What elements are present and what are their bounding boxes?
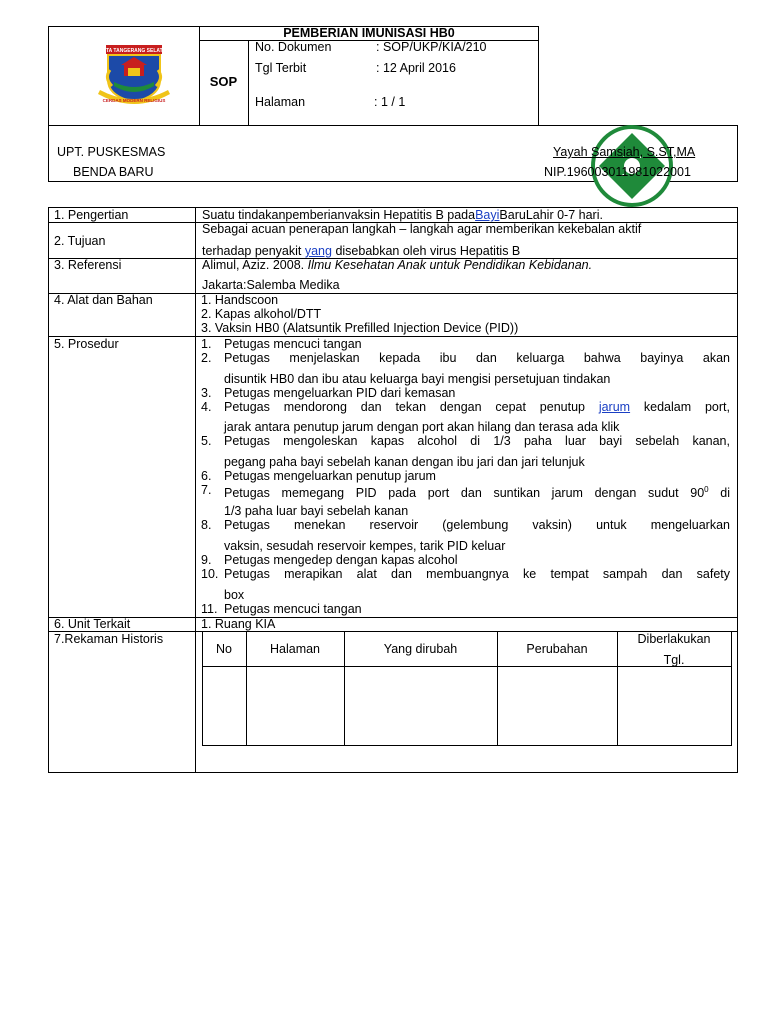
- history-header-perubahan: Perubahan: [526, 642, 588, 656]
- referensi-author: Alimul, Aziz. 2008.: [202, 258, 308, 272]
- label-prosedur: 5. Prosedur: [54, 337, 119, 351]
- history-header-tgl: Tgl.: [663, 653, 685, 667]
- step-number: 10.: [201, 567, 219, 581]
- document-title: PEMBERIAN IMUNISASI HB0: [283, 26, 455, 40]
- text-referensi-line1: [202, 258, 592, 272]
- step-text: Petugas mencuci tangan: [224, 602, 362, 616]
- link-jarum[interactable]: jarum: [598, 400, 631, 414]
- tujuan-line2-b: disebabkan oleh virus Hepatitis B: [331, 244, 521, 258]
- alat-item: 3. Vaksin HB0 (Alatsuntik Prefilled Injection Device (PID)): [201, 321, 519, 335]
- step-text: Petugas mengedep dengan kapas alcohol: [224, 553, 458, 567]
- issue-date-label: Tgl Terbit: [255, 61, 307, 75]
- org-name-line1: UPT. PUSKESMAS: [57, 145, 166, 159]
- step4-text-b: kedalam port,: [630, 400, 730, 414]
- signer-nip: NIP.196003011981022001: [544, 165, 691, 179]
- step-number: 6.: [201, 469, 212, 483]
- step4-text-a: Petugas mendorong dan tekan dengan cepat penutup: [224, 400, 599, 414]
- step-number: 2.: [201, 351, 212, 365]
- step-text: [224, 400, 730, 414]
- history-header-no: No: [216, 642, 232, 656]
- alat-item: 1. Handscoon: [201, 293, 279, 307]
- step-text: Petugas mengoleskan kapas alcohol di 1/3 paha luar bayi sebelah kanan,: [224, 434, 730, 448]
- step-text: [224, 483, 730, 500]
- step-text-cont: 1/3 paha luar bayi sebelah kanan: [224, 504, 409, 518]
- step-text: Petugas menekan reservoir (gelembung vaksin) untuk mengeluarkan: [224, 518, 730, 532]
- pengertian-text-b: BaruLahir 0-7 hari.: [499, 208, 603, 222]
- referensi-book-title: Ilmu Kesehatan Anak untuk Pendidikan Kebidanan.: [307, 258, 593, 272]
- step-text: Petugas mencuci tangan: [224, 337, 362, 351]
- page-label: Halaman: [255, 95, 306, 109]
- label-pengertian: 1. Pengertian: [54, 208, 129, 222]
- text-tujuan-line1: Sebagai acuan penerapan langkah – langkah agar memberikan kekebalan aktif: [202, 222, 642, 236]
- alat-item: 2. Kapas alkohol/DTT: [201, 307, 322, 321]
- step-number: 11.: [201, 602, 218, 616]
- step7-text-b: di: [708, 486, 731, 501]
- city-logo: [92, 40, 176, 110]
- label-referensi: 3. Referensi: [54, 258, 122, 272]
- step-number: 8.: [201, 518, 212, 532]
- text-pengertian: [202, 208, 603, 222]
- history-header-diberlakukan: Diberlakukan: [637, 632, 711, 646]
- doc-number-value: : SOP/UKP/KIA/210: [376, 40, 487, 54]
- step-text: Petugas mengeluarkan penutup jarum: [224, 469, 436, 483]
- page-value: : 1 / 1: [374, 95, 406, 109]
- issue-date-value: : 12 April 2016: [376, 61, 456, 75]
- step-number: 9.: [201, 553, 212, 567]
- pengertian-text-a: Suatu tindakanpemberianvaksin Hepatitis B pada: [202, 208, 476, 222]
- step-number: 3.: [201, 386, 212, 400]
- history-header-halaman: Halaman: [269, 642, 321, 656]
- label-unit-terkait: 6. Unit Terkait: [54, 617, 131, 631]
- org-name-line2: BENDA BARU: [73, 165, 154, 179]
- step-text-cont: jarak antara penutup jarum dengan port akan hilang dan terasa ada klik: [224, 420, 620, 434]
- step-number: 4.: [201, 400, 212, 414]
- text-unit-terkait: 1. Ruang KIA: [201, 617, 276, 631]
- step-text: Petugas mengeluarkan PID dari kemasan: [224, 386, 456, 400]
- degree-superscript: 0: [704, 485, 709, 494]
- label-rekaman-historis: 7.Rekaman Historis: [54, 632, 164, 646]
- sop-label: SOP: [209, 74, 238, 89]
- label-alat-bahan: 4. Alat dan Bahan: [54, 293, 153, 307]
- step-text-cont: pegang paha bayi sebelah kanan dengan ibu jari dan jari telunjuk: [224, 455, 585, 469]
- tujuan-line2-a: terhadap penyakit: [202, 244, 305, 258]
- step-text-cont: disuntik HB0 dan ibu atau keluarga bayi mengisi persetujuan tindakan: [224, 372, 611, 386]
- signer-name: Yayah Samsiah, S.ST,MA: [553, 145, 696, 159]
- step-text: Petugas merapikan alat dan membuangnya ke tempat sampah dan safety: [224, 567, 730, 581]
- link-bayi[interactable]: Bayi: [475, 208, 500, 222]
- step-text-cont: box: [224, 588, 245, 602]
- link-yang[interactable]: yang: [304, 244, 332, 258]
- step7-text-a: Petugas memegang PID pada port dan suntikan jarum dengan sudut 90: [224, 486, 705, 501]
- step-text-cont: vaksin, sesudah reservoir kempes, tarik PID keluar: [224, 539, 506, 553]
- label-tujuan: 2. Tujuan: [54, 234, 106, 248]
- text-tujuan-line2: [202, 244, 520, 258]
- history-header-yang-dirubah: Yang dirubah: [383, 642, 458, 656]
- doc-number-label: No. Dokumen: [255, 40, 332, 54]
- logo-top-text: KOTA TANGERANG SELATAN: [98, 48, 170, 54]
- step-number: 1.: [201, 337, 212, 351]
- step-number: 5.: [201, 434, 212, 448]
- text-referensi-line2: Jakarta:Salemba Medika: [202, 278, 340, 292]
- step-number: 7.: [201, 483, 212, 497]
- logo-bottom-text: CERDAS MODERN RELIGIUS: [102, 98, 166, 103]
- step-text: Petugas menjelaskan kepada ibu dan keluarga bahwa bayinya akan: [224, 351, 730, 365]
